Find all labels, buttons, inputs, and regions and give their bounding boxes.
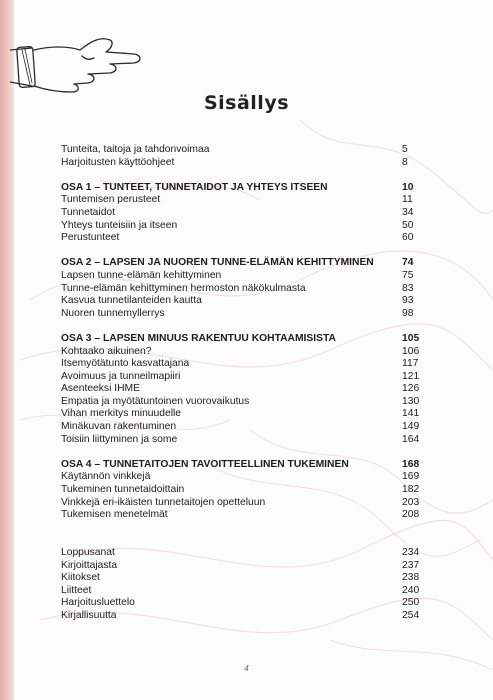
toc-entry — [61, 157, 421, 170]
part-heading-page: 10 — [402, 181, 414, 193]
toc-entry-page: 34 — [402, 206, 414, 218]
toc-entry-title: Kirjoittajasta — [61, 559, 118, 571]
toc-entry-page: 83 — [402, 282, 414, 294]
toc-entry-title: Minäkuvan rakentuminen — [61, 421, 177, 433]
toc-entry-title: Liitteet — [61, 584, 92, 596]
toc-entry-page: 11 — [402, 194, 413, 206]
toc-entry-title: Vinkkejä eri-ikäisten tunnetaitojen opetteluun — [61, 496, 266, 508]
toc-entry — [61, 220, 421, 233]
toc-entry-title: Kirjallisuutta — [61, 609, 117, 621]
toc-entry — [61, 610, 421, 623]
toc-entry — [61, 408, 421, 421]
toc-entry — [61, 509, 421, 522]
toc-entry — [61, 295, 421, 308]
toc-entry — [61, 144, 421, 157]
toc-entry-title: Kasvua tunnetilanteiden kautta — [61, 295, 202, 307]
toc-entry — [61, 421, 421, 434]
toc-entry-page: 250 — [402, 597, 420, 609]
toc-entry-page: 141 — [402, 408, 420, 420]
toc-entry-page: 240 — [402, 584, 420, 596]
toc-entry — [61, 207, 421, 220]
toc-entry — [61, 597, 421, 610]
toc-entry — [61, 194, 421, 207]
toc-entry — [61, 560, 421, 573]
toc-entry-page: 60 — [402, 232, 414, 244]
toc-entry-title: Asenteeksi IHME — [61, 383, 140, 395]
toc-entry — [61, 283, 421, 296]
part-heading-title: OSA 2 – LAPSEN JA NUOREN TUNNE-ELÄMÄN KEHITTYMINEN — [61, 257, 374, 269]
toc-entry-title: Nuoren tunnemyllerrys — [61, 307, 165, 319]
toc-entry — [61, 396, 421, 409]
toc-part-heading — [61, 182, 421, 195]
toc-entry-page: 238 — [402, 572, 420, 584]
part-heading-title: OSA 4 – TUNNETAITOJEN TAVOITTEELLINEN TUKEMINEN — [61, 458, 349, 470]
toc-part-heading — [61, 333, 421, 346]
toc-entry-page: 75 — [402, 269, 414, 281]
toc-entry-title: Itsemyötätunto kasvattajana — [61, 358, 190, 370]
toc-entry-page: 50 — [402, 219, 414, 231]
toc-entry-page: 93 — [402, 295, 414, 307]
toc-entry-page: 5 — [402, 144, 408, 155]
toc-entry-title: Avoimuus ja tunneilmapiiri — [61, 370, 181, 382]
toc-entry-page: 182 — [402, 484, 420, 496]
page-title: Sisällys — [203, 92, 290, 114]
toc-entry-page: 117 — [402, 358, 419, 370]
toc-entry-page: 164 — [402, 433, 420, 445]
toc-entry — [61, 358, 421, 371]
toc-part-heading — [61, 257, 421, 270]
toc-entry — [61, 497, 421, 510]
toc-entry-title: Yhteys tunteisiin ja itseen — [61, 219, 178, 231]
toc-part-heading — [61, 459, 421, 472]
toc-entry-page: 98 — [402, 307, 414, 319]
part-heading-title: OSA 1 – TUNTEET, TUNNETAIDOT JA YHTEYS ITSEEN — [61, 181, 328, 193]
part-heading-title: OSA 3 – LAPSEN MINUUS RAKENTUU KOHTAAMISISTA — [61, 332, 336, 344]
toc-entry — [61, 383, 421, 396]
toc-entry — [61, 270, 421, 283]
toc-entry-title: Perustunteet — [61, 232, 120, 244]
toc-entry — [61, 572, 421, 585]
toc-entry-title: Tunne-elämän kehittyminen hermoston näkökulmasta — [61, 282, 306, 294]
toc-entry — [61, 484, 421, 497]
toc-entry-page: 106 — [402, 345, 420, 357]
toc-entry-page: 169 — [402, 471, 420, 483]
toc-entry-page: 237 — [402, 559, 420, 571]
toc-entry-page: 130 — [402, 395, 420, 407]
toc-entry-title: Tunteita, taitoja ja tahdonvoimaa — [61, 144, 210, 155]
toc-entry-page: 234 — [402, 547, 420, 558]
toc-entry-page: 121 — [402, 370, 420, 382]
toc-entry-title: Tukeminen tunnetaidoittain — [61, 484, 185, 496]
part-heading-page: 74 — [402, 257, 414, 269]
toc-entry — [61, 434, 421, 447]
toc-entry — [61, 585, 421, 598]
toc-entry-title: Tuntemisen perusteet — [61, 194, 161, 206]
toc-entry-page: 149 — [402, 421, 420, 433]
toc-entry-title: Vihan merkitys minuudelle — [61, 408, 181, 420]
toc-entry-title: Kiitokset — [61, 572, 100, 584]
page-number: 4 — [244, 664, 249, 673]
toc-entry-title: Kohtaako aikuinen? — [61, 345, 152, 357]
toc-entry-title: Empatia ja myötätuntoinen vuorovaikutus — [61, 395, 250, 407]
toc-entry-page: 126 — [402, 383, 420, 395]
toc-entry — [61, 308, 421, 321]
part-heading-page: 168 — [402, 458, 420, 470]
toc-entry-page: 254 — [402, 609, 420, 621]
toc-entry-title: Tukemisen menetelmät — [61, 509, 168, 521]
toc-entry — [61, 232, 421, 245]
toc-entry-page: 203 — [402, 496, 420, 508]
toc-entry — [61, 346, 421, 359]
part-heading-page: 105 — [402, 332, 420, 344]
toc-entry-title: Harjoitusten käyttöohjeet — [61, 156, 175, 168]
toc-entry — [61, 371, 421, 384]
toc-entry-title: Loppusanat — [61, 547, 115, 558]
toc-entry — [61, 471, 421, 484]
toc-entry — [61, 547, 421, 560]
toc-entry-page: 8 — [402, 156, 408, 168]
toc-entry-title: Tunnetaidot — [61, 206, 116, 218]
toc-entry-title: Käytännön vinkkejä — [61, 471, 151, 483]
table-of-contents — [61, 144, 421, 623]
toc-entry-title: Toisiin liittyminen ja some — [61, 433, 178, 445]
toc-entry-title: Lapsen tunne-elämän kehittyminen — [61, 269, 222, 281]
toc-entry-title: Harjoitusluettelo — [61, 597, 135, 609]
toc-entry-page: 208 — [402, 509, 420, 521]
